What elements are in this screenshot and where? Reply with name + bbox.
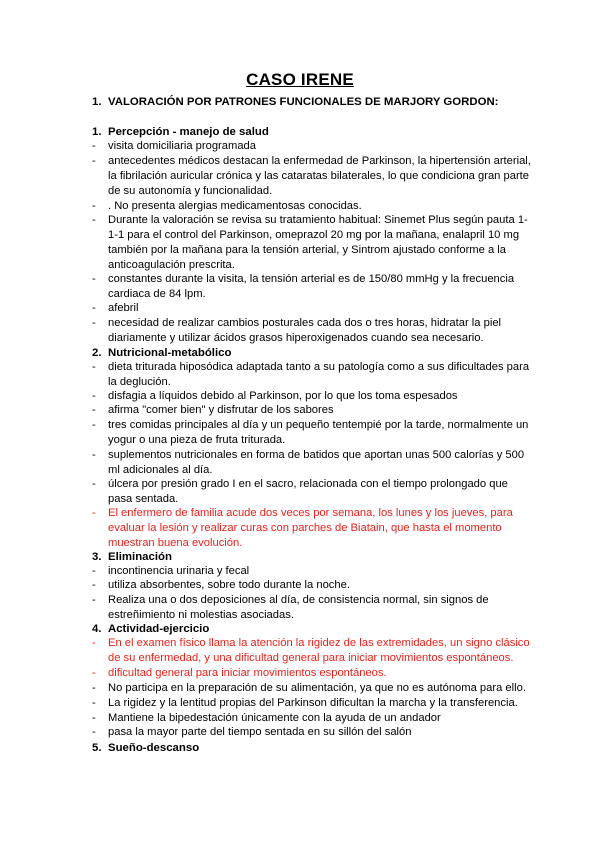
page-title: CASO IRENE bbox=[246, 70, 354, 89]
document-page: CASO IRENE 1. VALORACIÓN POR PATRONES FUNCIONALES DE MARJORY GORDON: 1. Percepción - manejo de salud - visita domiciliaria programada - antecedentes médicos destacan la enfermedad de Parkinson, la hipertensión arterial, la fibrilación auricular crónica y las cataratas bilaterales, lo que condiciona gran parte de su autonomía y funcionalidad. - . No presenta alergias medicamentosas conocidas. - Durante la valoración se revisa su tratamiento habitual: Sinemet Plus según pauta 1-1-1 para el control del Parkinson, omeprazol 20 mg por la mañana, enalapril 10 mg también por la mañana para la tensión arterial, y Sintrom ajustado conforme a la anticoagulación prescrita. - constantes durante la visita, la tensión arterial es de 150/80 mmHg y la frecuencia cardiaca de 84 lpm. - afebril - necesidad de realizar cambios posturales cada dos o tres horas, hidratar la piel diariamente y utilizar ácidos grasos hiperoxigenados cuando sea necesario. 2. Nutricional-metabólico - dieta triturada hiposódica adaptada tanto a su patología como a sus dificultades para la deglución. - disfagia a líquidos debido al Parkinson, por lo que los toma espesados - afirma "comer bien" y disfrutar de los sabores - tres comidas principales al día y un pequeño tentempié por la tarde, normalmente un yogur o una pieza de fruta triturada. - suplementos nutricionales en forma de batidos que aportan unas 500 calorías y 500 ml adicionales al día. - úlcera por presión grado I en el sacro, relacionada con el tiempo prolongado que pasa sentada. - El enfermero de familia acude dos veces por semana, los lunes y los jueves, para evaluar la lesión y realizar curas con parches de Biatain, que hasta el momento muestran buena evolución. 3. Eliminación - incontinencia urinaria y fecal - utiliza absorbentes, sobre todo durante la noche. - Realiza una o dos deposiciones al día, de consistencia normal, sin signos de estreñimiento ni molestias asociadas. 4. Actividad-ejercicio - En el examen físico llama la atención la rigidez de las extremidades, un signo clásico de su enfermedad, y una dificultad general para iniciar movimientos espontáneos. - dificultad general para iniciar movimientos espontáneos. - No participa en la preparación de su alimentación, ya que no es autónoma para ello. - La rigidez y la lentitud propias del Parkinson dificultan la marcha y la transferencia. - Mantiene la bipedestación únicamente con la ayuda de un andador - pasa la mayor parte del tiempo sentada en su sillón del salón 5. Sueño-descanso bbox=[0, 0, 600, 848]
list-item: - constantes durante la visita, la tensión arterial es de 150/80 mmHg y la frecuencia cardiaca de 84 lpm. bbox=[92, 273, 515, 300]
list-item: - Durante la valoración se revisa su tratamiento habitual: Sinemet Plus según pauta 1-1-1 para el control del Parkinson, omeprazol 20 mg por la mañana, enalapril 10 mg también por la mañana para la tensión arterial, y Sintrom ajustado conforme a la anticoagulación prescrita. bbox=[92, 214, 528, 271]
list-item: - dieta triturada hiposódica adaptada tanto a su patología como a sus dificultades para la deglución. bbox=[92, 361, 530, 388]
list-item: - necesidad de realizar cambios posturales cada dos o tres horas, hidratar la piel diariamente y utilizar ácidos grasos hiperoxigenados cuando sea necesario. bbox=[92, 317, 502, 344]
list-item: - utiliza absorbentes, sobre todo durante la noche. bbox=[92, 579, 350, 591]
list-item: - visita domiciliaria programada bbox=[92, 140, 256, 152]
list-item: - incontinencia urinaria y fecal bbox=[92, 565, 250, 577]
list-item: - afirma "comer bien" y disfrutar de los sabores bbox=[92, 404, 334, 416]
list-item: - antecedentes médicos destacan la enfermedad de Parkinson, la hipertensión arterial, la fibrilación auricular crónica y las cataratas bilaterales, lo que condiciona gran parte de su autonomía y funcionalidad. bbox=[92, 155, 531, 197]
list-item-highlighted: - El enfermero de familia acude dos veces por semana, los lunes y los jueves, para evaluar la lesión y realizar curas con parches de Biatain, que hasta el momento muestran buena evolución. bbox=[92, 507, 513, 549]
list-item: - suplementos nutricionales en forma de batidos que aportan unas 500 calorías y 500 ml adicionales al día. bbox=[92, 449, 525, 476]
list-item-highlighted: - dificultad general para iniciar movimientos espontáneos. bbox=[92, 667, 387, 679]
list-item: - La rigidez y la lentitud propias del Parkinson dificultan la marcha y la transferencia. bbox=[92, 697, 518, 709]
list-item-highlighted: - En el examen físico llama la atención la rigidez de las extremidades, un signo clásico de su enfermedad, y una dificultad general para iniciar movimientos espontáneos. bbox=[92, 637, 530, 664]
list-item: - afebril bbox=[92, 302, 139, 314]
list-item: - Mantiene la bipedestación únicamente con la ayuda de un andador bbox=[92, 712, 441, 724]
list-item: - disfagia a líquidos debido al Parkinson, por lo que los toma espesados bbox=[92, 390, 458, 402]
list-item: - úlcera por presión grado I en el sacro, relacionada con el tiempo prolongado que pasa sentada. bbox=[92, 478, 508, 505]
list-item: - No participa en la preparación de su alimentación, ya que no es autónoma para ello. bbox=[92, 682, 526, 694]
list-item: - pasa la mayor parte del tiempo sentada en su sillón del salón bbox=[92, 726, 412, 738]
list-item: - tres comidas principales al día y un pequeño tentempié por la tarde, normalmente un yogur o una pieza de fruta triturada. bbox=[92, 419, 529, 446]
list-item: - . No presenta alergias medicamentosas conocidas. bbox=[92, 200, 362, 212]
list-item: - Realiza una o dos deposiciones al día, de consistencia normal, sin signos de estreñimiento ni molestias asociadas. bbox=[92, 594, 489, 621]
